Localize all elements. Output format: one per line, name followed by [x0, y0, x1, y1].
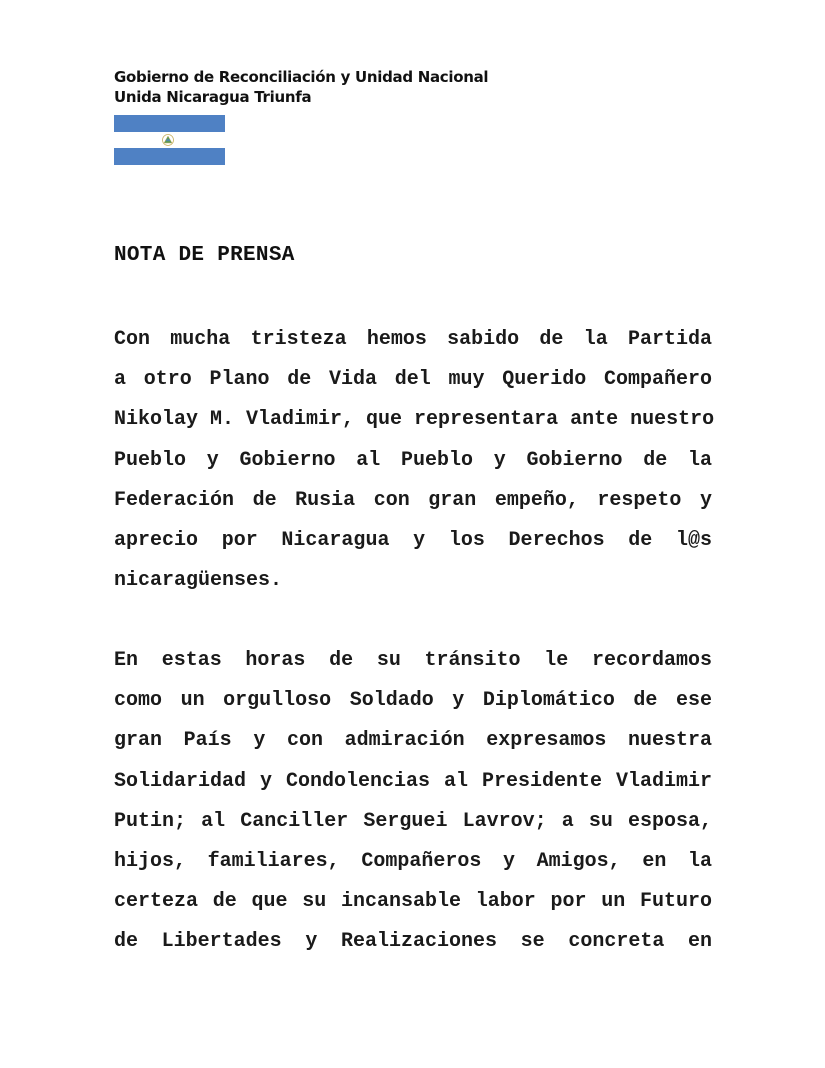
paragraph-line: como un orgulloso Soldado y Diplomático de ese	[114, 689, 712, 713]
paragraph-2	[114, 641, 712, 963]
letterhead-slogan: Unida Nicaragua Triunfa	[114, 88, 312, 106]
paragraph-line: Pueblo y Gobierno al Pueblo y Gobierno de la	[114, 448, 712, 472]
paragraph-line: Federación de Rusia con gran empeño, respeto y	[114, 488, 712, 512]
paragraph-line: Nikolay M. Vladimir, que representara ante nuestro	[114, 408, 715, 432]
letterhead	[114, 67, 488, 107]
document-title: NOTA DE PRENSA	[114, 244, 295, 267]
paragraph-line: En estas horas de su tránsito le recordamos	[114, 649, 712, 672]
paragraph-line: aprecio por Nicaragua y los Derechos de l@s	[114, 528, 712, 552]
flag-stripe-bottom	[114, 148, 225, 165]
nicaragua-flag-icon	[114, 115, 225, 165]
flag-stripe-top	[114, 115, 225, 132]
paragraph-line: Solidaridad y Condolencias al Presidente Vladimir	[114, 769, 712, 793]
paragraph-line: nicaragüenses.	[114, 569, 283, 593]
paragraph-line: de Libertades y Realizaciones se concreta en	[114, 930, 712, 954]
flag-stripe-middle	[114, 132, 225, 149]
paragraph-line: hijos, familiares, Compañeros y Amigos, en la	[114, 849, 712, 873]
letterhead-government-name: Gobierno de Reconciliación y Unidad Nacional	[114, 68, 489, 86]
paragraph-line: Putin; al Canciller Serguei Lavrov; a su esposa,	[114, 809, 712, 833]
paragraph-line: Con mucha tristeza hemos sabido de la Partida	[114, 328, 712, 351]
paragraph-line: gran País y con admiración expresamos nuestra	[114, 729, 712, 753]
coat-of-arms-icon	[161, 134, 175, 146]
paragraph-line: certeza de que su incansable labor por un Futuro	[114, 890, 712, 914]
paragraph-line: a otro Plano de Vida del muy Querido Compañero	[114, 368, 712, 392]
paragraph-1	[114, 320, 715, 601]
